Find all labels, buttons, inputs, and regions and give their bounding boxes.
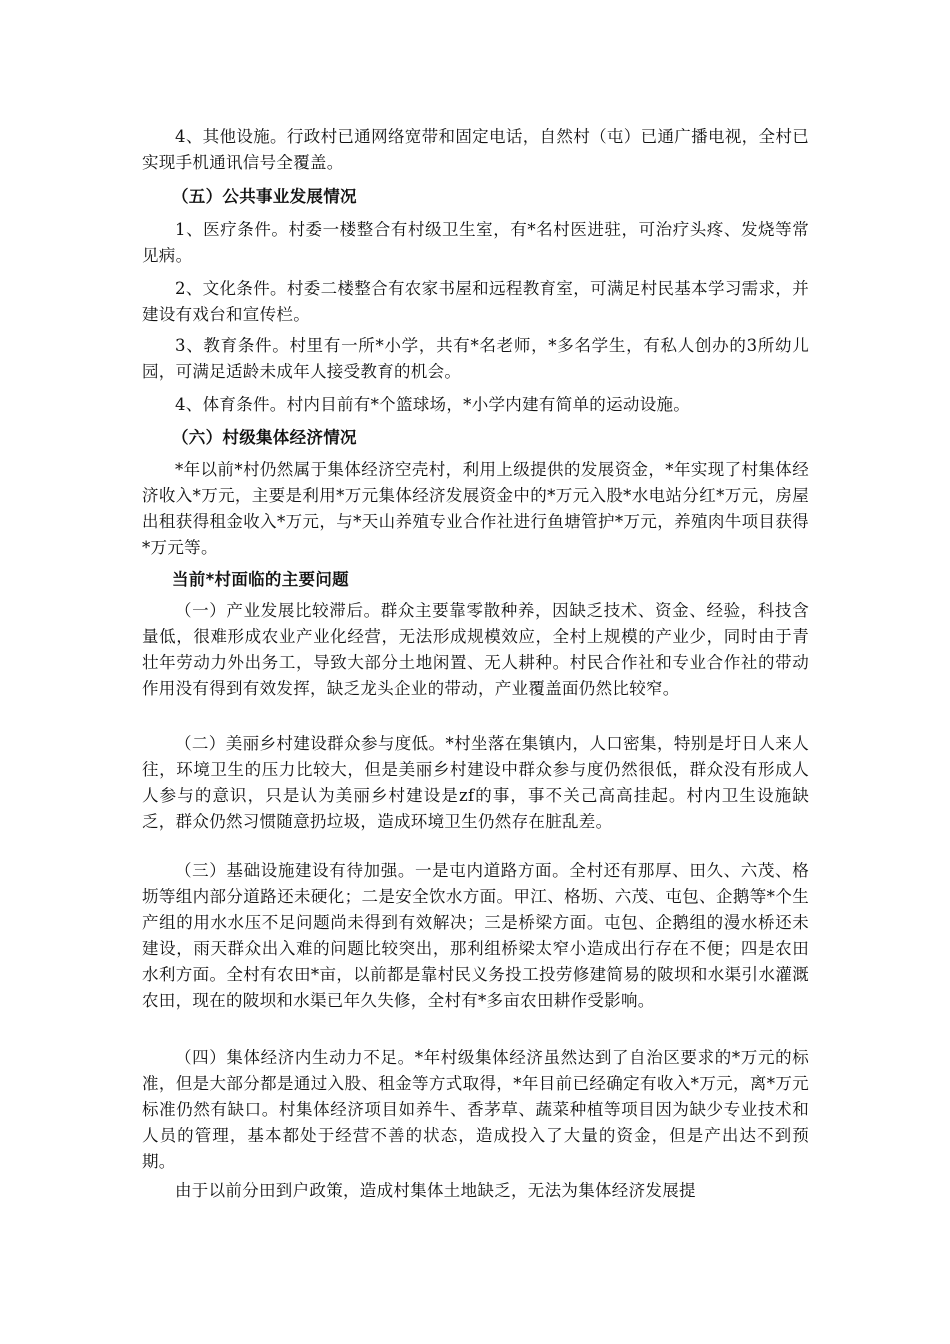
section-heading-public-affairs: （五）公共事业发展情况 bbox=[172, 187, 357, 206]
paragraph-other-facilities: 4、其他设施。行政村已通网络宽带和固定电话，自然村（屯）已通广播电视，全村已实现手机通讯信号全覆盖。 bbox=[142, 127, 809, 172]
section-heading-main-problems: 当前*村面临的主要问题 bbox=[172, 570, 349, 589]
paragraph-sports: 4、体育条件。村内目前有*个篮球场，*小学内建有简单的运动设施。 bbox=[175, 395, 691, 414]
paragraph-medical: 1、医疗条件。村委一楼整合有村级卫生室，有*名村医进驻，可治疗头疼、发烧等常见病。 bbox=[142, 220, 809, 265]
paragraph-beautiful-village: （二）美丽乡村建设群众参与度低。*村坐落在集镇内，人口密集，特别是圩日人来人往，环境卫生的压力比较大，但是美丽乡村建设中群众参与度仍然很低，群众没有形成人人参与的意识，只是认为美丽乡村建设是zf的事，事不关己高高挂起。村内卫生设施缺乏，群众仍然习惯随意扔垃圾，造成环境卫生仍然存在脏乱差。 bbox=[142, 734, 809, 831]
section-heading-collective-economy: （六）村级集体经济情况 bbox=[172, 428, 357, 447]
paragraph-land-shortage: 由于以前分田到户政策，造成村集体土地缺乏，无法为集体经济发展提 bbox=[175, 1181, 696, 1200]
paragraph-collective-momentum: （四）集体经济内生动力不足。*年村级集体经济虽然达到了自治区要求的*万元的标准，但是大部分都是通过入股、租金等方式取得，*年目前已经确定有收入*万元，离*万元标准仍然有缺口。村集体经济项目如养牛、香茅草、蔬菜种植等项目因为缺少专业技术和人员的管理，基本都处于经营不善的状态，造成投入了大量的资金，但是产出达不到预期。 bbox=[142, 1048, 809, 1171]
paragraph-infrastructure: （三）基础设施建设有待加强。一是屯内道路方面。全村还有那厚、田久、六茂、格坜等组内部分道路还未硬化；二是安全饮水方面。甲江、格坜、六茂、屯包、企鹅等*个生产组的用水水压不足问题尚未得到有效解决；三是桥梁方面。屯包、企鹅组的漫水桥还未建设，雨天群众出入难的问题比较突出，那利组桥梁太窄小造成出行存在不便；四是农田水利方面。全村有农田*亩，以前都是靠村民义务投工投劳修建简易的陂坝和水渠引水灌溉农田，现在的陂坝和水渠已年久失修，全村有*多亩农田耕作受影响。 bbox=[142, 861, 809, 1010]
paragraph-education: 3、教育条件。村里有一所*小学，共有*名老师，*多名学生，有私人创办的3所幼儿园，可满足适龄未成年人接受教育的机会。 bbox=[142, 336, 809, 381]
paragraph-collective-economy: *年以前*村仍然属于集体经济空壳村，利用上级提供的发展资金，*年实现了村集体经济收入*万元，主要是利用*万元集体经济发展资金中的*万元入股*水电站分红*万元，房屋出租获得租金收入*万元，与*天山养殖专业合作社进行鱼塘管护*万元，养殖肉牛项目获得*万元等。 bbox=[142, 460, 809, 557]
paragraph-industry: （一）产业发展比较滞后。群众主要靠零散种养，因缺乏技术、资金、经验，科技含量低，很难形成农业产业化经营，无法形成规模效应，全村上规模的产业少，同时由于青壮年劳动力外出务工，导致大部分土地闲置、无人耕种。村民合作社和专业合作社的带动作用没有得到有效发挥，缺乏龙头企业的带动，产业覆盖面仍然比较窄。 bbox=[142, 601, 809, 698]
paragraph-culture: 2、文化条件。村委二楼整合有农家书屋和远程教育室，可满足村民基本学习需求，并建设有戏台和宣传栏。 bbox=[142, 279, 809, 324]
